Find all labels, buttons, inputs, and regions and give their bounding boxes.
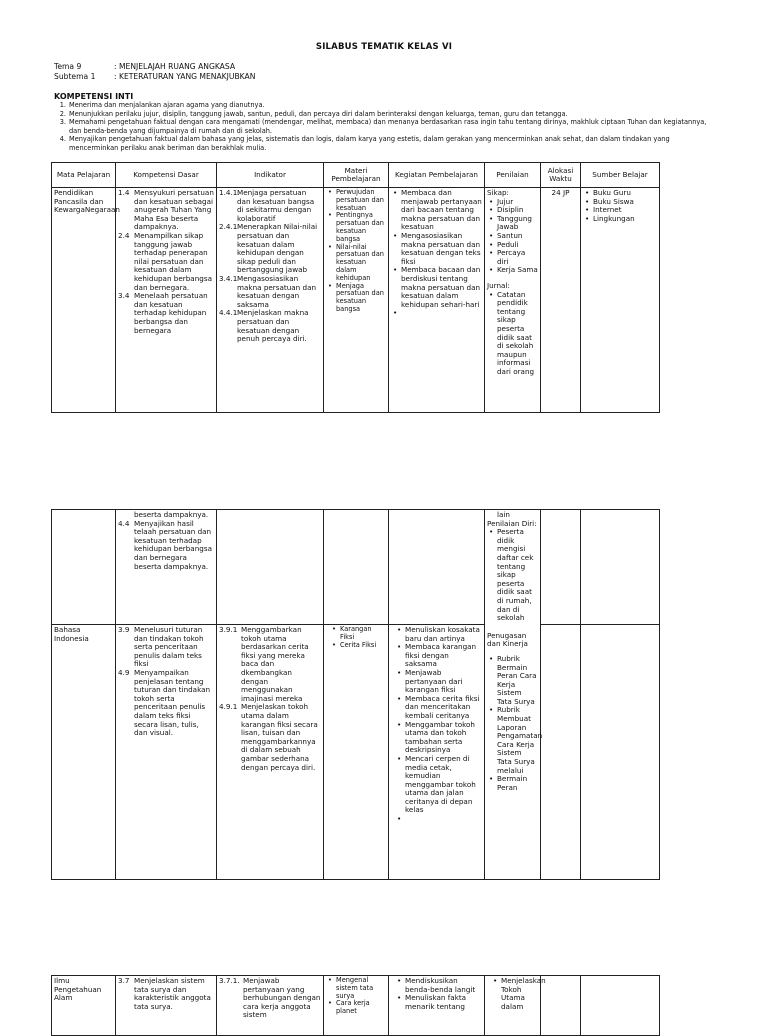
kd-item (118, 292, 214, 335)
syllabus-table-1 (51, 162, 660, 413)
alokasi-cell (541, 625, 581, 880)
kd-number: 3.9 (118, 625, 130, 634)
jurnal-item: • Catatan pendidik tentang sikap peserta didik saat di sekolah maupun informasi dari orang (497, 291, 538, 377)
kegiatan-cell (389, 188, 485, 413)
indikator-number: 3.7.1. (219, 976, 240, 985)
kegiatan-item: • Mendiskusikan benda-benda langit (405, 977, 482, 994)
kd-text: Menelusuri tuturan dan tindakan tokoh serta penceritaan penulis dalam teks fiksi (134, 625, 204, 669)
kegiatan-item: • Mencari cerpen di media cetak, kemudian menggambar tokoh utama dan jalan ceritanya di depan kelas (405, 755, 482, 815)
header-sumber: Sumber Belajar (581, 163, 660, 188)
kegiatan-item: • Membaca cerita fiksi dan menceritakan kembali ceritanya (405, 695, 482, 721)
kegiatan-item: • Mengasosiasikan makna persatuan dan kesatuan dengan teks fiksi (401, 232, 482, 266)
sumber-item: • Buku Guru (593, 189, 657, 198)
ki-number: 2. (59, 109, 66, 118)
ki-number: 3. (59, 118, 66, 127)
sikap-item: • Tanggung Jawab (497, 215, 538, 232)
table-header-row (52, 163, 660, 188)
kd-item (118, 977, 214, 1011)
indikator-item (219, 703, 321, 772)
kd-cell (116, 510, 217, 625)
materi-cell (324, 976, 389, 1036)
sumber-item: • Internet (593, 206, 657, 215)
kegiatan-item: • Menggambar tokoh utama dan tokoh tambahan serta deskripsinya (405, 721, 482, 755)
subtema-label: Subtema 1 (54, 72, 96, 81)
diri-label: Penilaian Diri: (487, 518, 537, 528)
materi-item: • Nilai-nilai persatuan dan kesatuan dalam kehidupan (336, 244, 386, 283)
ki-text: Menyajikan pengetahuan faktual dalam bahasa yang jelas, sistematis dan logis, dalam karya yang estetis, dalam gerakan yang mencerminkan anak sehat, dan dalam tindakan yang mencerminkan perilaku anak beriman dan berakhlak mulia. (69, 135, 670, 152)
materi-item: • Karangan Fiksi (340, 626, 386, 642)
sikap-label: Sikap: (487, 188, 509, 197)
kd-number: 3.4 (118, 291, 130, 301)
header-alokasi: Alokasi Waktu (541, 163, 581, 188)
jurnal-label: Jurnal: (487, 280, 510, 290)
ki-text: Menerima dan menjalankan ajaran agama yang dianutnya. (69, 101, 265, 109)
kd-number: 1.4 (118, 188, 130, 197)
kd-text: Menampilkan sikap tanggung jawab terhadap penerapan nilai persatuan dan kesatuan dalam kehidupan berbangsa dan bernegara. (134, 230, 212, 292)
kd-number: 2.4 (118, 230, 130, 240)
indikator-cell (217, 510, 324, 625)
indikator-text: Menjelaskan tokoh utama dalam karangan fiksi secara lisan, tuisan dan menggambarkannya di dalam sebuah gambar sederhana dengan percaya diri. (241, 702, 318, 772)
penilaian-cell (485, 976, 546, 1036)
kd-cell (116, 625, 217, 880)
materi-cell (324, 625, 389, 880)
penugasan-item: • Rubrik Membuat Laporan Pengamatan Cara Kerja Sistem Tata Surya melalui (497, 706, 538, 775)
tema-row (54, 62, 235, 71)
kd-item (118, 232, 214, 292)
kd-text: Menyajikan hasil telaah persatuan dan kesatuan terhadap kehidupan berbangsa dan bernegara beserta dampaknya. (134, 518, 212, 571)
kegiatan-cell (389, 510, 485, 625)
tema-label: Tema 9 (54, 62, 82, 71)
indikator-cell (217, 188, 324, 413)
materi-item: • Mengenal sistem tata surya (336, 977, 386, 1000)
header-materi: Materi Pembelajaran (324, 163, 389, 188)
indikator-text: Menjawab pertanyaan yang berhubungan dengan cara kerja anggota sistem (243, 976, 321, 1020)
penilaian-cell (485, 188, 541, 413)
indikator-item (219, 275, 321, 309)
ki-number: 4. (59, 135, 66, 144)
indikator-item (219, 977, 321, 1020)
syllabus-table-3 (51, 975, 660, 1036)
indikator-item (219, 189, 321, 223)
indikator-text: Mengasosiasikan makna persatuan dan kesatuan dengan saksama (237, 273, 317, 309)
sumber-item: • Lingkungan (593, 215, 657, 224)
ki-text: Memahami pengetahuan faktual dengan cara mengamati (mendengar, melihat, membaca) dan menanya berdasarkan rasa ingin tahu tentang dirinya, makhluk ciptaan Tuhan dan kegiatannya, dan benda-benda yang dijumpainya di rumah dan di sekolah. (69, 118, 707, 135)
kd-item (118, 189, 214, 232)
materi-item: • Pentingnya persatuan dan kesatuan bangsa (336, 212, 386, 243)
penilaian-continuation: lain (497, 510, 510, 519)
sikap-item: • Disiplin (497, 206, 538, 215)
kd-cell (116, 976, 217, 1036)
alokasi-cell (541, 976, 581, 1036)
indikator-number: 2.4.1 (219, 222, 238, 232)
sumber-cell (581, 510, 660, 625)
penilaian-item: • Menjelaskan Tokoh Utama dalam (501, 977, 538, 1011)
mapel-cell: Pendidikan Pancasila dan KewargaNegaraan (52, 188, 116, 413)
ki-list (54, 101, 714, 153)
alokasi-cell (541, 510, 581, 625)
sikap-item: • Peduli (497, 241, 538, 250)
alokasi-cell: 24 JP (541, 188, 581, 413)
indikator-number: 4.9.1 (219, 702, 238, 712)
kegiatan-item: • Menuliskan kosakata baru dan artinya (405, 626, 482, 643)
kd-cell (116, 188, 217, 413)
materi-item: • Cara kerja planet (336, 1000, 386, 1016)
kd-text: Menelaah persatuan dan kesatuan terhadap kehidupan berbangsa dan bernegara (134, 291, 208, 335)
subtema-value: : KETERATURAN YANG MENAKJUBKAN (114, 72, 256, 81)
syllabus-table-2 (51, 509, 660, 880)
kd-number: 3.7 (118, 976, 130, 985)
subtema-row (54, 72, 255, 81)
ki-item (54, 110, 714, 119)
kegiatan-item: • Menuliskan fakta menarik tentang (405, 994, 482, 1011)
kegiatan-item: • Membaca dan menjawab pertanyaan dari bacaan tentang makna persatuan dan kesatuan (401, 189, 482, 232)
penilaian-cell (485, 510, 541, 880)
ki-item (54, 118, 714, 135)
sikap-item: • Kerja Sama (497, 266, 538, 275)
kd-text: Menyampaikan penjelasan tentang tuturan dan tindakan tokoh serta penceritaan penulis dalam teks fiksi secara lisan, tulis, dan visual. (134, 667, 211, 738)
mapel-cell (52, 510, 116, 625)
kd-number: 4.4 (118, 518, 130, 528)
sikap-item: • Santun (497, 232, 538, 241)
kd-number: 4.9 (118, 667, 130, 677)
kegiatan-cell (389, 625, 485, 880)
header-kegiatan: Kegiatan Pembelajaran (389, 163, 485, 188)
kegiatan-cell (389, 976, 485, 1036)
penugasan-label: Penugasan dan Kinerja (487, 630, 528, 649)
sikap-item: • Jujur (497, 198, 538, 207)
ki-item (54, 135, 714, 152)
kd-item (118, 626, 214, 669)
sumber-cell (581, 625, 660, 880)
table-row (52, 188, 660, 413)
kd-item (118, 520, 214, 572)
mapel-cell: Bahasa Indonesia (52, 625, 116, 880)
header-penilaian: Penilaian (485, 163, 541, 188)
indikator-text: Menjelaskan makna persatuan dan kesatuan dengan penuh percaya diri. (237, 308, 309, 344)
mapel-cell: Ilmu Pengetahuan Alam (52, 976, 116, 1036)
materi-cell (324, 510, 389, 625)
materi-cell (324, 188, 389, 413)
sumber-item: • Buku Siswa (593, 198, 657, 207)
indikator-item (219, 626, 321, 703)
header-indikator: Indikator (217, 163, 324, 188)
header-mapel: Mata Pelajaran (52, 163, 116, 188)
kegiatan-item: • Menjawab pertanyaan dari karangan fiksi (405, 669, 482, 695)
ki-number: 1. (59, 101, 66, 109)
tema-value: : MENJELAJAH RUANG ANGKASA (114, 62, 236, 71)
document-title: SILABUS TEMATIK KELAS VI (315, 42, 453, 52)
indikator-text: Menggambarkan tokoh utama berdasarkan cerita fiksi yang mereka baca dan dkembangkan dengan menggunakan imajinasi mereka (241, 625, 309, 703)
diri-item: • Peserta didik mengisi daftar cek tentang sikap peserta didik saat di rumah, dan di sekolah (497, 528, 538, 623)
table-row (52, 976, 660, 1036)
table-row (52, 625, 660, 880)
kd-text: Menjelaskan sistem tata surya dan karakteristik anggota tata surya. (134, 976, 211, 1011)
sumber-cell (581, 188, 660, 413)
materi-item: • Cerita Fiksi (340, 642, 386, 650)
sumber-cell (581, 976, 660, 1036)
ki-item (54, 101, 714, 110)
ki-text: Menunjukkan perilaku jujur, disiplin, tanggung jawab, santun, peduli, dan percaya diri dalam berinteraksi dengan keluarga, teman, guru dan tetangga. (69, 109, 568, 118)
kegiatan-item: • Membaca karangan fiksi dengan saksama (405, 643, 482, 669)
indikator-number: 1.4.1. (219, 188, 240, 197)
table-row (52, 510, 660, 625)
kd-continuation: beserta dampaknya. (134, 510, 209, 519)
indikator-text: Menerapkan Nilai-nilai persatuan dan kesatuan dalam kehidupan dengan sikap peduli dan bertanggung jawab (237, 222, 318, 275)
indikator-item (219, 309, 321, 343)
indikator-number: 3.9.1 (219, 625, 238, 634)
penugasan-item: • Rubrik Bermain Peran Cara Kerja Sistem Tata Surya (497, 655, 538, 707)
sikap-item: • Percaya diri (497, 249, 538, 266)
materi-item: • Perwujudan persatuan dan kesatuan (336, 189, 386, 212)
ki-heading: KOMPETENSI INTI (54, 92, 134, 101)
materi-item: • Menjaga persatuan dan kesatuan bangsa (336, 283, 386, 314)
kd-text: Mensyukuri persatuan dan kesatuan sebagai anugerah Tuhan Yang Maha Esa beserta dampaknya. (134, 188, 214, 232)
kd-item (118, 669, 214, 738)
indikator-text: Menjaga persatuan dan kesatuan bangsa di sekitarmu dengan kolaboratif (237, 188, 315, 223)
indikator-number: 4.4.1 (219, 308, 238, 318)
kegiatan-item: • Membaca bacaan dan berdiskusi tentang makna persatuan dan kesatuan dalam kehidupan sehari-hari (401, 266, 482, 309)
indikator-item (219, 223, 321, 275)
penugasan-item: • Bermain Peran (497, 775, 538, 792)
indikator-number: 3.4.1 (219, 273, 238, 283)
header-kd: Kompetensi Dasar (116, 163, 217, 188)
indikator-cell (217, 625, 324, 880)
indikator-cell (217, 976, 324, 1036)
